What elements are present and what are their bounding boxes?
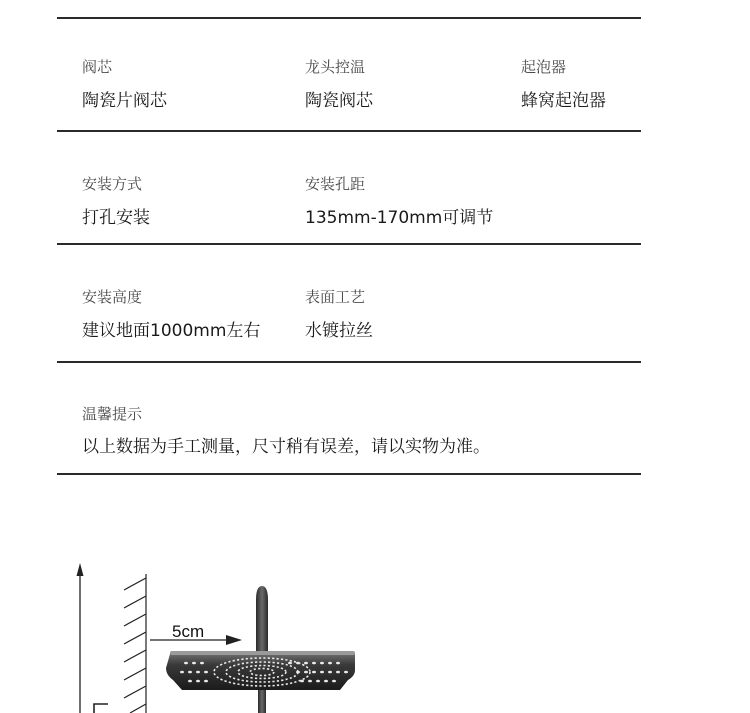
spec-value-hole-spacing: 135mm-170mm可调节	[305, 208, 494, 228]
spec-label-install-height: 安装高度	[82, 288, 143, 306]
shower-head-icon	[166, 651, 355, 690]
spec-label-aerator: 起泡器	[521, 58, 567, 76]
note-label: 温馨提示	[82, 405, 143, 423]
spec-value-valve-core: 陶瓷片阀芯	[82, 91, 167, 111]
divider-row3	[57, 361, 641, 363]
spec-label-install-method: 安装方式	[82, 175, 143, 193]
spec-label-hole-spacing: 安装孔距	[305, 175, 366, 193]
spec-label-valve-core: 阀芯	[82, 58, 113, 76]
height-arrow-icon	[77, 563, 84, 713]
spec-value-install-method: 打孔安装	[82, 208, 150, 228]
spec-value-install-height: 建议地面1000mm左右	[82, 321, 261, 341]
spec-label-surface-finish: 表面工艺	[305, 288, 366, 306]
divider-row2	[57, 243, 641, 245]
note-text: 以上数据为手工测量，尺寸稍有误差，请以实物为准。	[82, 437, 490, 457]
divider-top	[57, 17, 641, 19]
spec-value-temp-control: 陶瓷阀芯	[305, 91, 373, 111]
spec-value-surface-finish: 水镀拉丝	[305, 321, 373, 341]
divider-row4	[57, 473, 641, 475]
wall-hatch-icon	[124, 574, 146, 713]
shower-installation-diagram	[0, 540, 420, 713]
spec-value-aerator: 蜂窝起泡器	[521, 91, 606, 111]
distance-label: 5cm	[172, 622, 205, 641]
divider-row1	[57, 130, 641, 132]
bracket-mark-icon	[94, 704, 108, 713]
spec-label-temp-control: 龙头控温	[305, 58, 366, 76]
